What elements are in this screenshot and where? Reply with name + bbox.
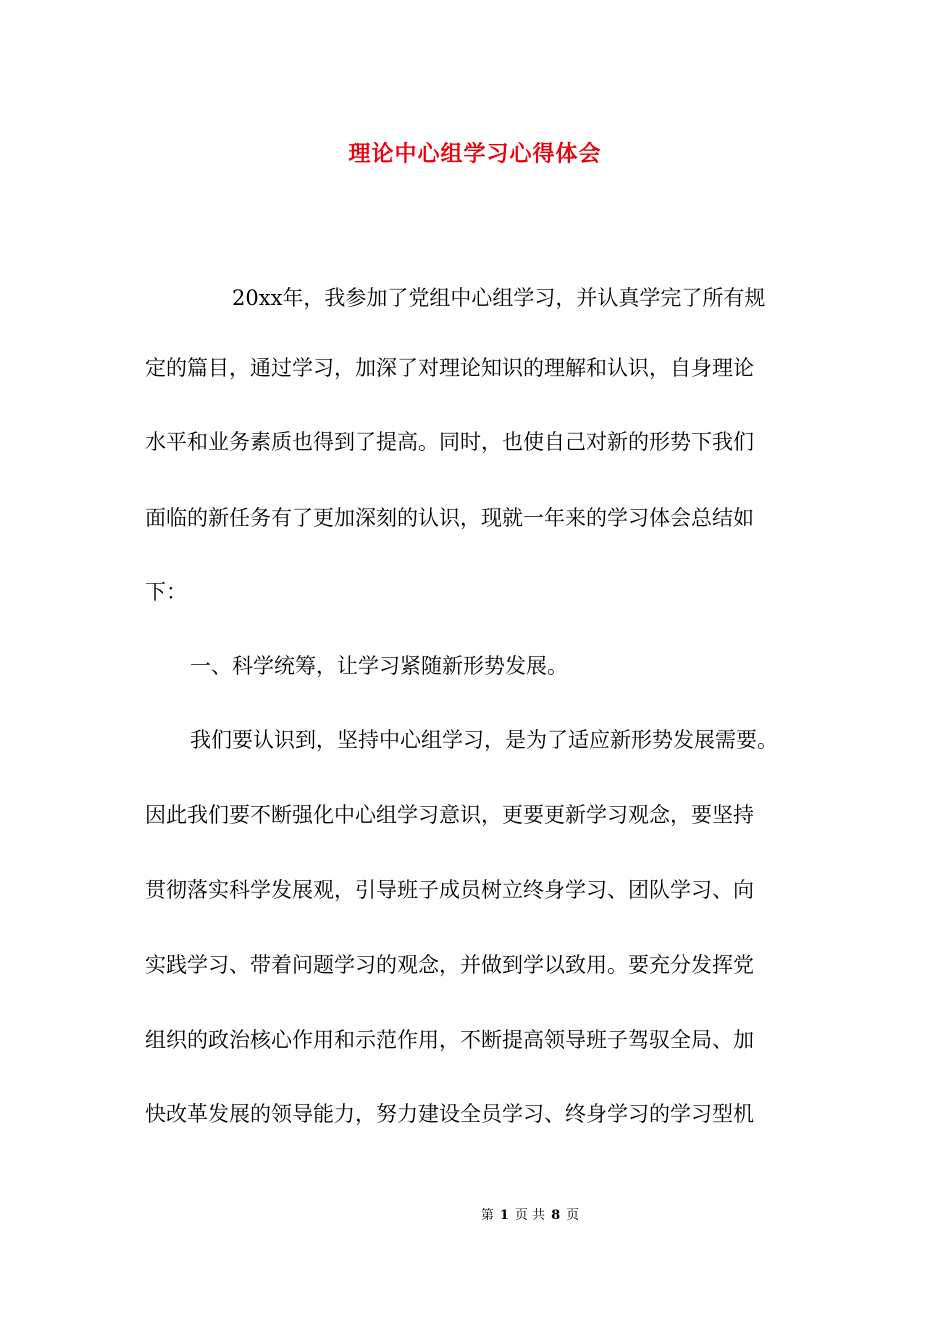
paragraph-line: 定的篇目，通过学习，加深了对理论知识的理解和认识，自身理论 xyxy=(145,356,754,380)
footer-middle: 页 共 xyxy=(514,1208,546,1223)
paragraph-line: 20xx年，我参加了党组中心组学习，并认真学完了所有规 xyxy=(232,286,766,310)
paragraph-line: 下： xyxy=(145,580,187,604)
paragraph-line: 实践学习、带着问题学习的观念，并做到学以致用。要充分发挥党 xyxy=(145,953,754,977)
total-pages-number: 8 xyxy=(551,1208,561,1223)
paragraph-line: 贯彻落实科学发展观，引导班子成员树立终身学习、团队学习、向 xyxy=(145,878,754,902)
section-heading: 一、科学统筹，让学习紧随新形势发展。 xyxy=(190,654,568,678)
paragraph-line: 组织的政治核心作用和示范作用，不断提高领导班子驾驭全局、加 xyxy=(145,1028,754,1052)
paragraph-line: 水平和业务素质也得到了提高。同时，也使自己对新的形势下我们 xyxy=(145,430,754,454)
paragraph-line: 我们要认识到，坚持中心组学习，是为了适应新形势发展需要。 xyxy=(190,728,778,752)
page-footer xyxy=(0,1206,950,1226)
current-page-number: 1 xyxy=(499,1208,509,1223)
footer-prefix: 第 xyxy=(480,1208,494,1223)
paragraph-line: 快改革发展的领导能力，努力建设全员学习、终身学习的学习型机 xyxy=(145,1102,754,1126)
document-title: 理论中心组学习心得体会 xyxy=(348,141,602,167)
paragraph-line: 因此我们要不断强化中心组学习意识，更要更新学习观念，要坚持 xyxy=(145,803,754,827)
footer-suffix: 页 xyxy=(566,1208,580,1223)
paragraph-line: 面临的新任务有了更加深刻的认识，现就一年来的学习体会总结如 xyxy=(145,506,754,530)
